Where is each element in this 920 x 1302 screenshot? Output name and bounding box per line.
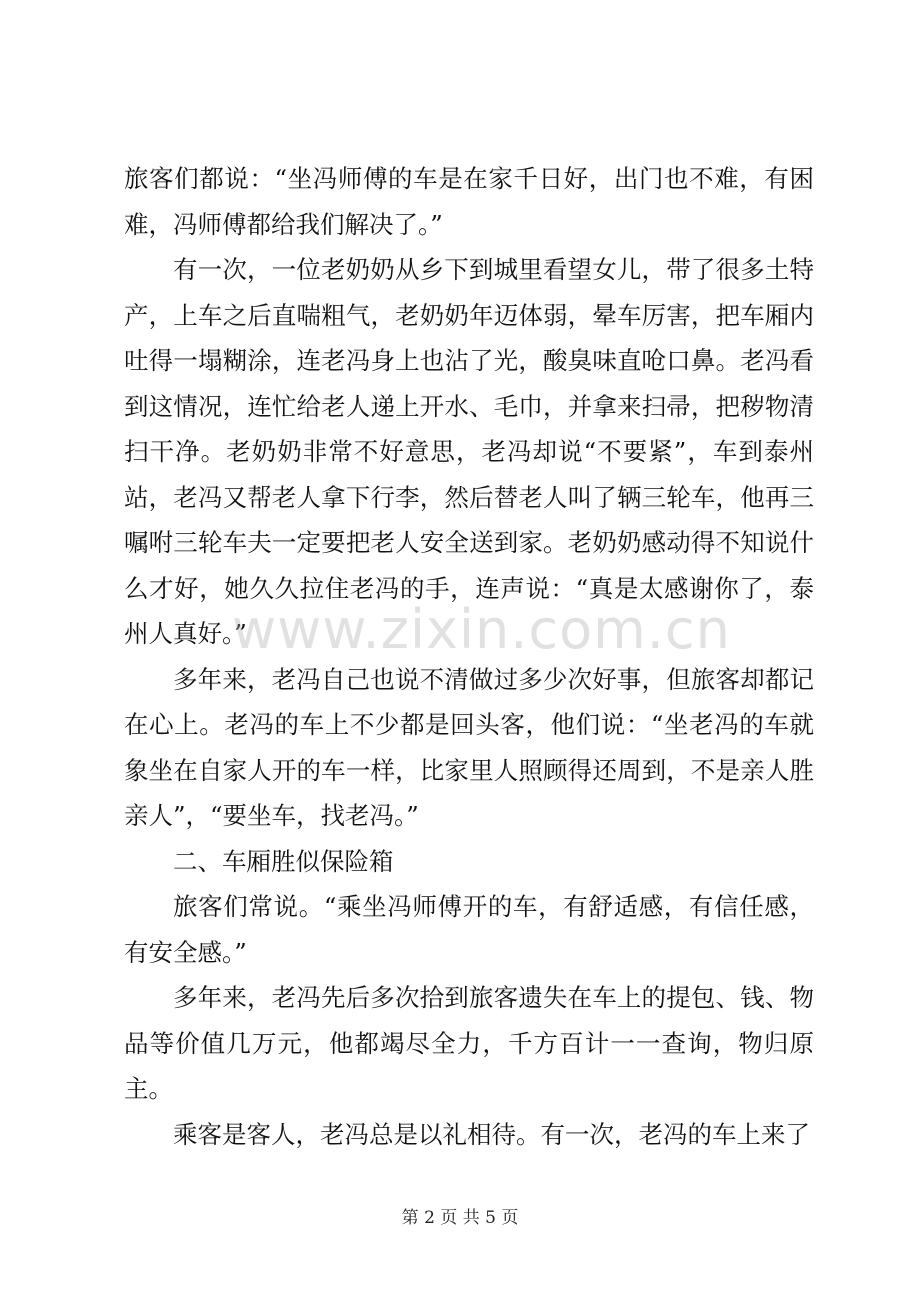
section-heading: 二、车厢胜似保险箱 (173, 846, 394, 876)
paragraph-6: 乘客是客人，老冯总是以礼相待。有一次，老冯的车上来了 (173, 1119, 810, 1149)
paragraph-3: 多年来，老冯自己也说不清做过多少次好事，但旅客却都记在心上。老冯的车上不少都是回头客，他们说：“坐老冯的车就象坐在自家人开的车一样，比家里人照顾得还周到，不是亲人胜亲人”，“要坐车，找老冯。” (124, 664, 814, 830)
paragraph-4: 旅客们常说。“乘坐冯师傅开的车，有舒适感，有信任感，有安全感。” (124, 892, 814, 967)
watermark: www.zixin.com.cn (232, 598, 731, 661)
paragraph-1: 旅客们都说：“坐冯师傅的车是在家千日好，出门也不难，有困难，冯师傅都给我们解决了。” (124, 164, 814, 239)
page-footer: 第 2 页 共 5 页 (401, 1208, 519, 1228)
document-body (124, 156, 814, 1157)
paragraph-2: 有一次，一位老奶奶从乡下到城里看望女儿，带了很多土特产，上车之后直喘粗气，老奶奶年迈体弱，晕车厉害，把车厢内吐得一塌糊涂，连老冯身上也沾了光，酸臭味直呛口鼻。老冯看到这情况，连忙给老人递上开水、毛巾，并拿来扫帚，把秽物清扫干净。老奶奶非常不好意思，老冯却说“不要紧”，车到泰州站，老冯又帮老人拿下行李，然后替老人叫了辆三轮车，他再三嘱咐三轮车夫一定要把老人安全送到家。老奶奶感动得不知说什么才好，她久久拉住老冯的手，连声说：“真是太感谢你了，泰州人真好。” (124, 255, 814, 648)
paragraph-5: 多年来，老冯先后多次拾到旅客遗失在车上的提包、钱、物品等价值几万元，他都竭尽全力，千方百计一一查询，物归原主。 (124, 983, 814, 1103)
